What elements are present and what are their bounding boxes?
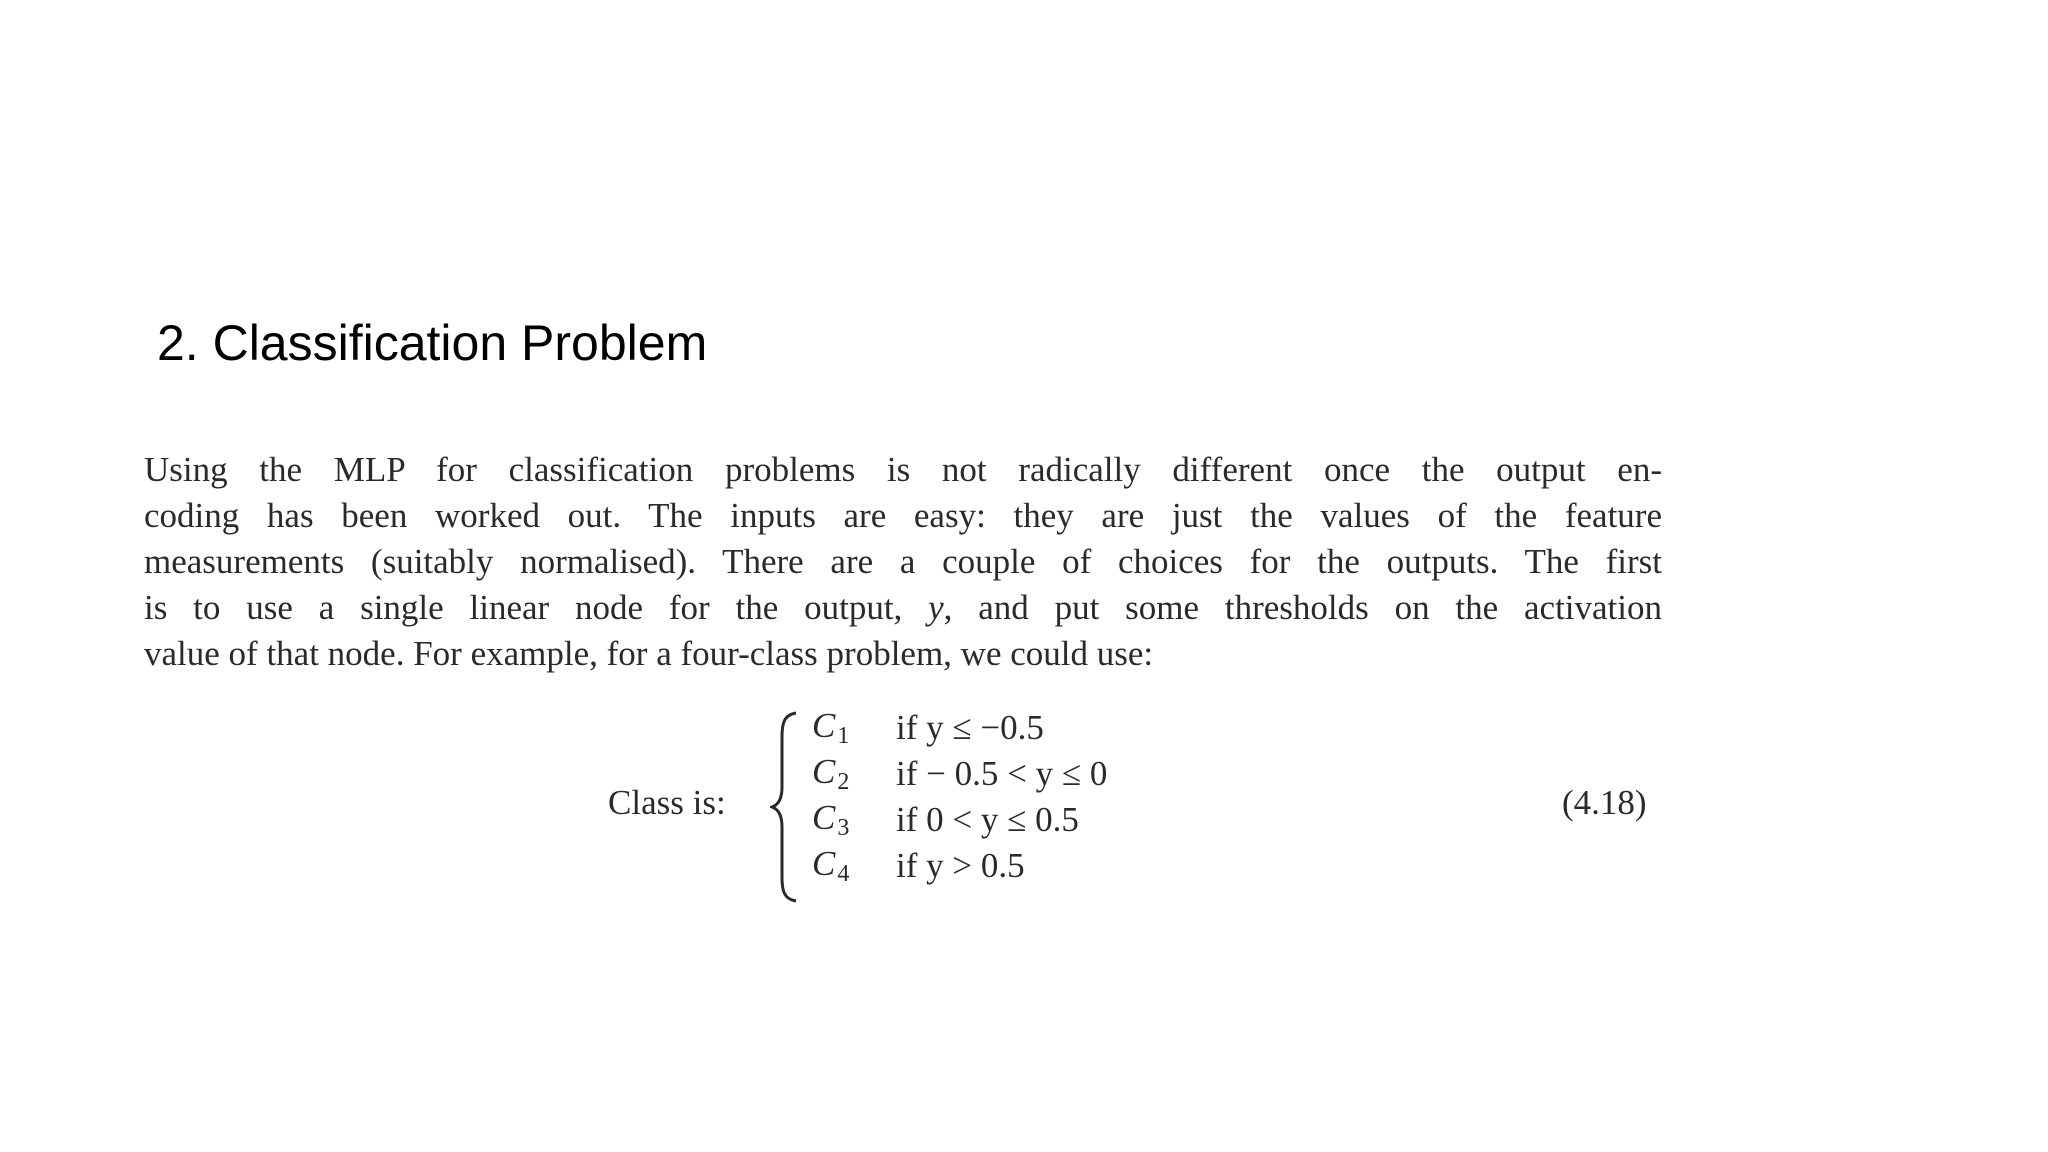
case-class: $C_1$ [812,706,850,749]
equation-label: Class is: [608,783,726,822]
paragraph-line: Using the MLP for classification problems is not radically different once the output en- [144,450,1662,489]
case-row [812,751,1107,797]
case-class: $C_2$ [812,752,850,795]
case-row [812,705,1107,751]
case-condition: if − 0.5 < y ≤ 0 [896,754,1108,793]
paragraph-text: is to use a single linear node for the output, [144,588,929,627]
case-row [812,843,1107,889]
left-brace-icon [770,711,800,903]
equation-cases [812,705,1107,889]
paragraph-line: measurements (suitably normalised). There are a couple of choices for the outputs. The first [144,542,1662,581]
paragraph-line [144,585,1662,631]
math-variable-y: y [928,588,944,627]
body-paragraph [144,447,1662,677]
paragraph-line: value of that node. For example, for a four-class problem, we could use: [144,634,1154,673]
equation-block [0,705,2048,905]
paragraph-text: , and put some thresholds on the activation [943,588,1662,627]
case-condition: if y > 0.5 [896,846,1025,885]
case-condition: if 0 < y ≤ 0.5 [896,800,1079,839]
equation-number: (4.18) [1562,783,1647,822]
case-row [812,797,1107,843]
case-class: $C_4$ [812,844,850,887]
case-class: $C_3$ [812,798,850,841]
case-condition: if y ≤ −0.5 [896,708,1044,747]
paragraph-line: coding has been worked out. The inputs are easy: they are just the values of the feature [144,496,1662,535]
slide-title: 2. Classification Problem [157,315,708,371]
